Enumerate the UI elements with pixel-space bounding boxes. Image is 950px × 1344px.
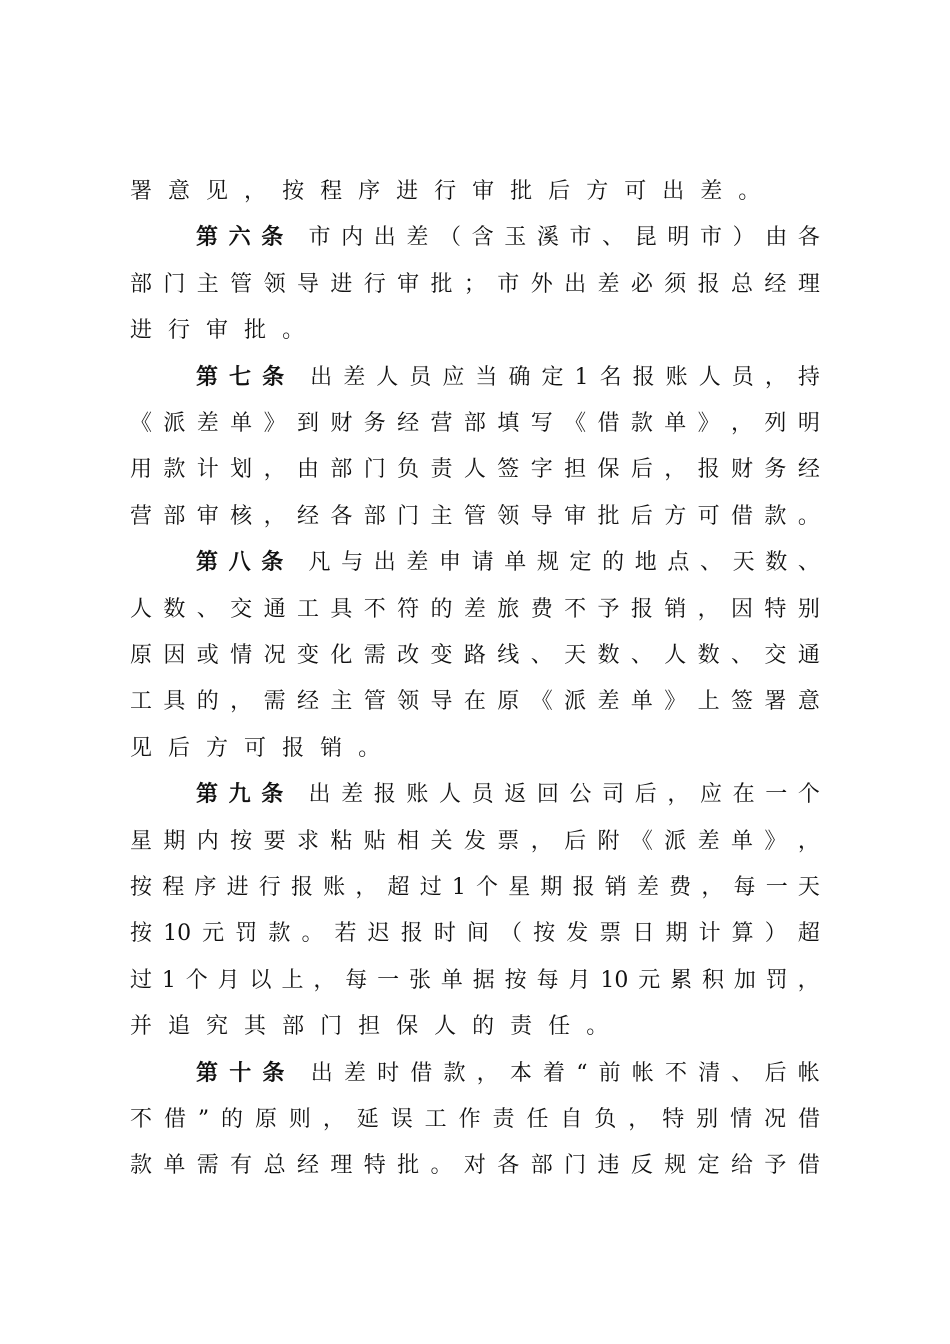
text-line: 工 具 的 ， 需 经 主 管 领 导 在 原 《 派 差 单 》 上 签 署 意 <box>130 689 820 714</box>
text-line: 按 程 序 进 行 报 账 ， 超 过 1 个 星 期 报 销 差 费 ， 每 一 天 <box>130 875 820 900</box>
article-first-line: 第 十 条 出 差 时 借 款 ， 本 着 “ 前 帐 不 清 、 后 帐 <box>196 1061 820 1086</box>
text-line: 不 借 ” 的 原 则 ， 延 误 工 作 责 任 自 负 ， 特 别 情 况 借 <box>130 1107 820 1132</box>
text-line: 《 派 差 单 》 到 财 务 经 营 部 填 写 《 借 款 单 》 ， 列 明 <box>130 411 820 436</box>
text-line: 过 1 个 月 以 上 ， 每 一 张 单 据 按 每 月 10 元 累 积 加 罚 ， <box>130 968 820 993</box>
text-line: 营 部 审 核 ， 经 各 部 门 主 管 领 导 审 批 后 方 可 借 款 。 <box>130 504 820 529</box>
text-line: 人 数 、 交 通 工 具 不 符 的 差 旅 费 不 予 报 销 ， 因 特 别 <box>130 597 820 622</box>
text-line: 署 意 见 ， 按 程 序 进 行 审 批 后 方 可 出 差 。 <box>130 179 761 204</box>
text-line: 见 后 方 可 报 销 。 <box>130 736 381 761</box>
text-line: 用 款 计 划 ， 由 部 门 负 责 人 签 字 担 保 后 ， 报 财 务 经 <box>130 457 820 482</box>
text-line: 部 门 主 管 领 导 进 行 审 批 ； 市 外 出 差 必 须 报 总 经 理 <box>130 272 820 297</box>
text-line: 原 因 或 情 况 变 化 需 改 变 路 线 、 天 数 、 人 数 、 交 通 <box>130 643 820 668</box>
text-line: 款 单 需 有 总 经 理 特 批 。 对 各 部 门 违 反 规 定 给 予 借 <box>130 1153 820 1178</box>
text-line: 进 行 审 批 。 <box>130 318 305 343</box>
text-line: 星 期 内 按 要 求 粘 贴 相 关 发 票 ， 后 附 《 派 差 单 》 ， <box>130 829 820 854</box>
text-line: 并 追 究 其 部 门 担 保 人 的 责 任 。 <box>130 1014 609 1039</box>
article-first-line: 第 九 条 出 差 报 账 人 员 返 回 公 司 后 ， 应 在 一 个 <box>196 782 820 807</box>
article-first-line: 第 七 条 出 差 人 员 应 当 确 定 1 名 报 账 人 员 ， 持 <box>196 365 820 390</box>
article-first-line: 第 八 条 凡 与 出 差 申 请 单 规 定 的 地 点 、 天 数 、 <box>196 550 820 575</box>
text-line: 按 10 元 罚 款 。 若 迟 报 时 间 （ 按 发 票 日 期 计 算 ） 超 <box>130 921 820 946</box>
article-first-line: 第 六 条 市 内 出 差 （ 含 玉 溪 市 、 昆 明 市 ） 由 各 <box>196 225 820 250</box>
